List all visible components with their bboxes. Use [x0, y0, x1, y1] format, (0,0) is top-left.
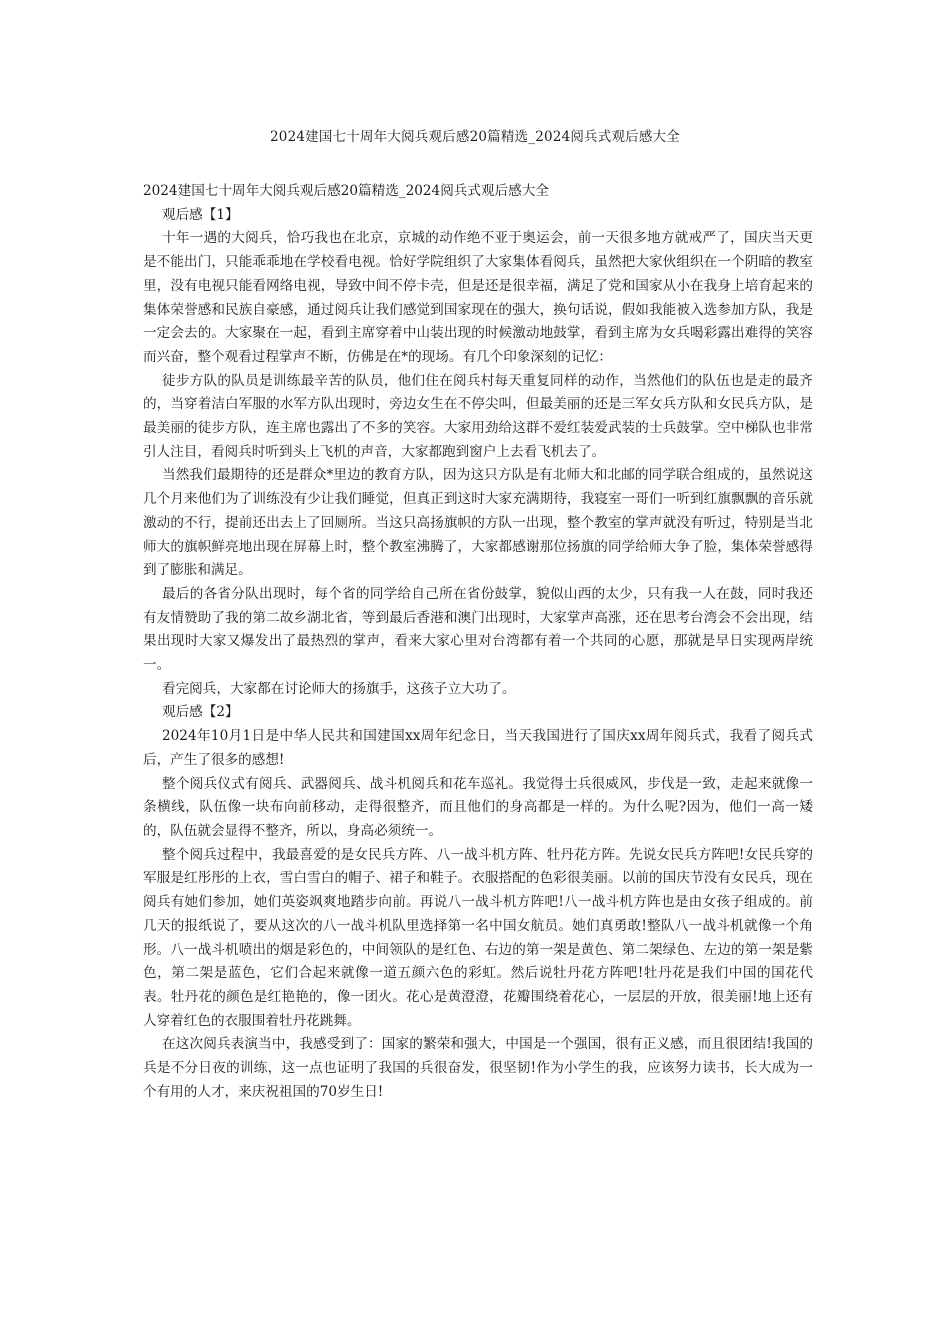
section-heading-2: 观后感【2】 — [162, 704, 239, 721]
document-body — [143, 180, 813, 1104]
paragraph: 2024年10月1日是中华人民共和国建国xx周年纪念日，当天我国进行了国庆xx周年阅兵式，我看了阅兵式后，产生了很多的感想! — [143, 728, 813, 768]
paragraph: 在这次阅兵表演当中，我感受到了：国家的繁荣和强大，中国是一个强国，很有正义感，而且很团结!我国的兵是不分日夜的训练，这一点也证明了我国的兵很奋发，很坚韧!作为小学生的我，应该努力读书，长大成为一个有用的人才，来庆祝祖国的70岁生日! — [143, 1036, 813, 1100]
page-title: 2024建国七十周年大阅兵观后感20篇精选_2024阅兵式观后感大全 — [270, 129, 680, 145]
paragraph: 最后的各省分队出现时，每个省的同学给自己所在省份鼓掌，貌似山西的太少，只有我一人在鼓，同时我还有友情赞助了我的第二故乡湖北省，等到最后香港和澳门出现时，大家掌声高涨，还在思考台湾会不会出现，结果出现时大家又爆发出了最热烈的掌声，看来大家心里对台湾都有着一个共同的心愿，那就是早日实现两岸统一。 — [143, 585, 813, 674]
paragraph: 整个阅兵过程中，我最喜爱的是女民兵方阵、八一战斗机方阵、牡丹花方阵。先说女民兵方阵吧!女民兵穿的军服是红彤彤的上衣，雪白雪白的帽子、裙子和鞋子。衣服搭配的色彩很美丽。以前的国庆节没有女民兵，现在阅兵有她们参加，她们英姿飒爽地踏步向前。再说八一战斗机方阵吧!八一战斗机方阵也是由女孩子组成的。前几天的报纸说了，要从这次的八一战斗机队里选择第一名中国女航员。她们真勇敢!整队八一战斗机就像一个角形。八一战斗机喷出的烟是彩色的，中间领队的是红色、右边的第一架是黄色、第二架绿色、左边的第一架是紫色，第二架是蓝色，它们合起来就像一道五颜六色的彩虹。然后说牡丹花方阵吧!牡丹花是我们中国的国花代表。牡丹花的颜色是红艳艳的，像一团火。花心是黄澄澄，花瓣围绕着花心，一层层的开放，很美丽!地上还有人穿着红色的衣服围着牡丹花跳舞。 — [143, 846, 813, 1029]
paragraph: 十年一遇的大阅兵，恰巧我也在北京，京城的动作绝不亚于奥运会，前一天很多地方就戒严了，国庆当天更是不能出门，只能乖乖地在学校看电视。恰好学院组织了大家集体看阅兵，虽然把大家伙组织在一个阴暗的教室里，没有电视只能看网络电视，导致中间不停卡壳，但是还是很幸福，满足了党和国家从小在我身上培育起来的集体荣誉感和民族自豪感，通过阅兵让我们感觉到国家现在的强大，换句话说，假如我能被入选参加方队，我是一定会去的。大家聚在一起，看到主席穿着中山装出现的时候激动地鼓掌，看到主席为女兵喝彩露出难得的笑容而兴奋，整个观看过程掌声不断，仿佛是在*的现场。有几个印象深刻的记忆： — [143, 230, 813, 365]
paragraph: 整个阅兵仪式有阅兵、武器阅兵、战斗机阅兵和花车巡礼。我觉得士兵很威风，步伐是一致，走起来就像一条横线，队伍像一块布向前移动，走得很整齐，而且他们的身高都是一样的。为什么呢?因为，他们一高一矮的，队伍就会显得不整齐，所以，身高必须统一。 — [143, 775, 813, 839]
paragraph: 当然我们最期待的还是群众*里边的教育方队，因为这只方队是有北师大和北邮的同学联合组成的，虽然说这几个月来他们为了训练没有少让我们睡觉，但真正到这时大家充满期待，我寝室一哥们一听到红旗飘飘的音乐就激动的不行，提前还出去上了回厕所。当这只高扬旗帜的方队一出现，整个教室的掌声就没有听过，特别是当北师大的旗帜鲜亮地出现在屏幕上时，整个教室沸腾了，大家都感谢那位扬旗的同学给师大争了脸，集体荣誉感得到了膨胀和满足。 — [143, 467, 813, 579]
paragraph: 徒步方队的队员是训练最辛苦的队员，他们住在阅兵村每天重复同样的动作，当然他们的队伍也是走的最齐的，当穿着洁白军服的水军方队出现时，旁边女生在不停尖叫，但最美丽的还是三军女兵方队和女民兵方队，是最美丽的徒步方队，连主席也露出了不多的笑容。大家用劲给这群不爱红装爱武装的士兵鼓掌。空中梯队也非常引人注目，看阅兵时听到头上飞机的声音，大家都跑到窗户上去看飞机去了。 — [143, 372, 813, 460]
paragraph: 看完阅兵，大家都在讨论师大的扬旗手，这孩子立大功了。 — [162, 680, 516, 697]
section-heading-1: 观后感【1】 — [162, 206, 239, 223]
document-subtitle: 2024建国七十周年大阅兵观后感20篇精选_2024阅兵式观后感大全 — [143, 183, 549, 199]
